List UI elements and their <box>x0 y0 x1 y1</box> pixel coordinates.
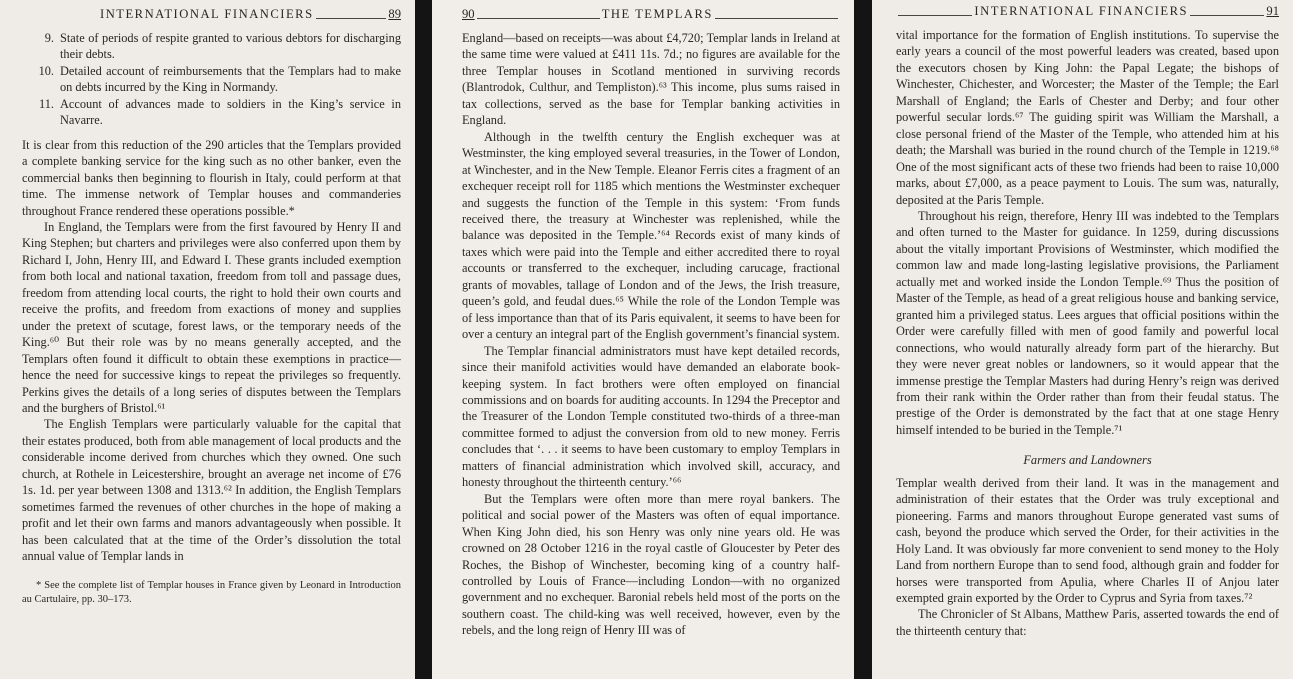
list-item <box>22 96 401 129</box>
running-head <box>896 3 1279 19</box>
paragraph: The Templar financial administrators must have kept detailed records, since their manifold activities would have demanded an elaborate book-keeping system. In fact brothers were often employed on financial commissions and on boards for auditing accounts. In 1294 the Preceptor and the Treasurer of the London Temple constituted two-thirds of a three-man committee formed to adjust the conversion from old to new money. Ferris concludes that ‘. . . it seems to have been customary to employ Templars in matters of financial administration which involved skill, accuracy, and honesty throughout the thirteenth century.’⁶⁶ <box>462 343 840 490</box>
list-item <box>22 30 401 63</box>
list-number: 9. <box>44 31 54 45</box>
header-rule <box>1190 15 1264 16</box>
list-text: State of periods of respite granted to various debtors for discharging their debts. <box>60 31 401 62</box>
body-text <box>462 30 840 639</box>
page-number: 89 <box>388 7 401 21</box>
running-head-title: INTERNATIONAL FINANCIERS <box>100 7 314 21</box>
list-number: 11. <box>39 96 54 111</box>
footnote <box>22 579 401 607</box>
paragraph: But the Templars were often more than mere royal bankers. The political and social power of the Masters was often of equal importance. When King John died, his son Henry was only nine years old. He was crowned on 28 October 1216 in the royal castle of Gloucester by Peter des Roches, the Bishop of Winchester, becoming king of a country half-controlled by Louis of France—including London—with no organized government and no exchequer. Baronial rebels held most of the ports on the southern coast. The child-king was well received, however, even by the rebels, and the long reign of Henry III was of <box>462 491 840 638</box>
page-90 <box>432 0 854 679</box>
header-rule <box>477 18 600 19</box>
paragraph: The English Templars were particularly valuable for the capital that their estates produced, both from able management of local products and the considerable income derived from churches which they owned. One such church, at Rothele in Leicestershire, brought an average net income of £76 1s. 1d. per year between 1308 and 1313.⁶² In addition, the English Templars sometimes farmed the revenues of other churches in the hope of making a profit and let their own farms and manors advantageously when possible. It has been calculated that at the time of the Order’s dissolution the total annual value of Templar lands in <box>22 417 401 564</box>
page-number: 90 <box>462 7 475 21</box>
list-text: Detailed account of reimbursements that the Templars had to make on debts incurred by the King in Normandy. <box>60 63 401 95</box>
list-item <box>22 63 401 96</box>
running-head <box>22 6 401 22</box>
body-text <box>22 30 401 565</box>
paragraph: The Chronicler of St Albans, Matthew Paris, asserted towards the end of the thirteenth century that: <box>896 607 1279 638</box>
list-text: Account of advances made to soldiers in the King’s service in Navarre. <box>60 96 401 128</box>
running-head-title: THE TEMPLARS <box>601 7 713 21</box>
paragraph: England—based on receipts—was about £4,720; Templar lands in Ireland at the same time were valued at £411 11s. 7d.; no figures are available for the three Templar houses in Scotland mentioned in surviving records (Blantrodok, Culthur, and Templiston).⁶³ This income, plus sums raised in tax collections, served as the base for Templar banking activities in England. <box>462 31 840 128</box>
paragraph: Although in the twelfth century the English exchequer was at Westminster, the king employed several treasuries, in the Tower of London, at Winchester, and in the New Temple. Eleanor Ferris cites a fragment of an exchequer receipt roll for 1185 which mentions the Westminster exchequer and suggests the function of the Temple in this system: ‘From funds received there, the treasury at Winchester was replenished, while the balance was deposited in the Temple.’⁶⁴ Records exist of many kinds of taxes which were paid into the Temple and either accredited there to royal accounts or transferred to the exchequer, including carucage, fractional grants of movables, tallage of London and of the Jews, the Irish treasure, queen’s gold, and feudal dues.⁶⁵ While the role of the London Temple was of less importance than that of its Paris equivalent, it seems to have been for over a century an integral part of the English government’s financial system. <box>462 129 840 342</box>
running-head <box>462 6 840 22</box>
page-number: 91 <box>1266 4 1279 18</box>
section-subheading: Farmers and Landowners <box>1023 453 1152 468</box>
footnote-text: * See the complete list of Templar houses in France given by Leonard in Introduction au Cartulaire, pp. 30–173. <box>22 579 401 605</box>
paragraph: It is clear from this reduction of the 290 articles that the Templars provided a complete banking service for the king such as no other banker, even the commercial banks then beginning to flourish in Italy, could perform at that time. The immense network of Templar houses and commanderies throughout France rendered these operations possible.* <box>22 137 401 218</box>
body-text <box>896 27 1279 639</box>
paragraph: Templar wealth derived from their land. It was in the management and administration of their estates that the Order was truly exceptional and pioneering. Farms and manors throughout Europe generated vast sums of cash, beyond the produce which served the Order, for their activities in the Holy Land. It was obviously far more convenient to send money to the Holy Land from northern Europe than to send food, although grain and fodder for horses were transported from Apulia, where Charles II of Anjou later exempted grain exported by the Order to Cyprus and Syria from taxes.⁷² <box>896 475 1279 605</box>
paragraph: vital importance for the formation of English institutions. To supervise the early years a council of the most powerful leaders was created, based upon the executors chosen by King John: the Papal Legate; the bishops of Winchester, Chichester, and Worcester; the Master of the Temple; the Earl Marshall of England; the Earls of Chester and Derby; and four other powerful secular lords.⁶⁷ The guiding spirit was William the Marshall, a close personal friend of the Master of the Temple, who attended him at his death; the Marshall was buried in the round church of the Temple in 1219.⁶⁸ One of the most significant acts of these two friends had been to raise 10,000 marks, about £7,000, as a peace payment to Louis. The sum was, naturally, deposited at the Paris Temple. <box>896 28 1279 207</box>
header-rule <box>898 15 972 16</box>
page-89 <box>0 0 415 679</box>
header-rule <box>316 18 387 19</box>
paragraph: In England, the Templars were from the first favoured by Henry II and King Stephen; but charters and privileges were also conferred upon them by Richard I, John, Henry III, and Edward I. These grants included exemption from both local and national taxation, freedom from toll and passage dues, freedom from attending local courts, the right to hold their own courts and receive the profits, and freedom from exactions of money and supplies under the pretext of scutage, forest laws, or the temporary needs of the King.⁶⁰ But their role was by no means generally accepted, and the Templars often found it difficult to obtain these exemptions in practice—hence the need for successive kings to repeat the privileges so frequently. Perkins gives the details of a long series of disputes between the Templars and the burghers of Bristol.⁶¹ <box>22 219 401 415</box>
list-number: 10. <box>38 63 54 78</box>
header-rule <box>715 18 838 19</box>
running-head-title: INTERNATIONAL FINANCIERS <box>974 4 1188 18</box>
paragraph: Throughout his reign, therefore, Henry III was indebted to the Templars and often turned to the Master for guidance. In 1259, during discussions about the vitally important Provisions of Westminster, which modified the common law and made long-lasting legislative provisions, the Parliament actually met and worked inside the London Temple.⁶⁹ Thus the position of Master of the Temple, as head of a great religious house and banking service, granted him a privileged status. Lees argues that official positions within the Order were carefully filled with men of good family and powerful local connections, who would naturally already form part of the hierarchy. But they were never great nobles or landowners, so it would appear that the immense prestige the Templar Masters had during Henry’s reign was derived from their rank within the Order rather than from their feudal status. The prestige of the Order is demonstrated by the fact that at one stage Henry himself intended to be buried in the Temple.⁷¹ <box>896 208 1279 437</box>
page-91 <box>872 0 1293 679</box>
